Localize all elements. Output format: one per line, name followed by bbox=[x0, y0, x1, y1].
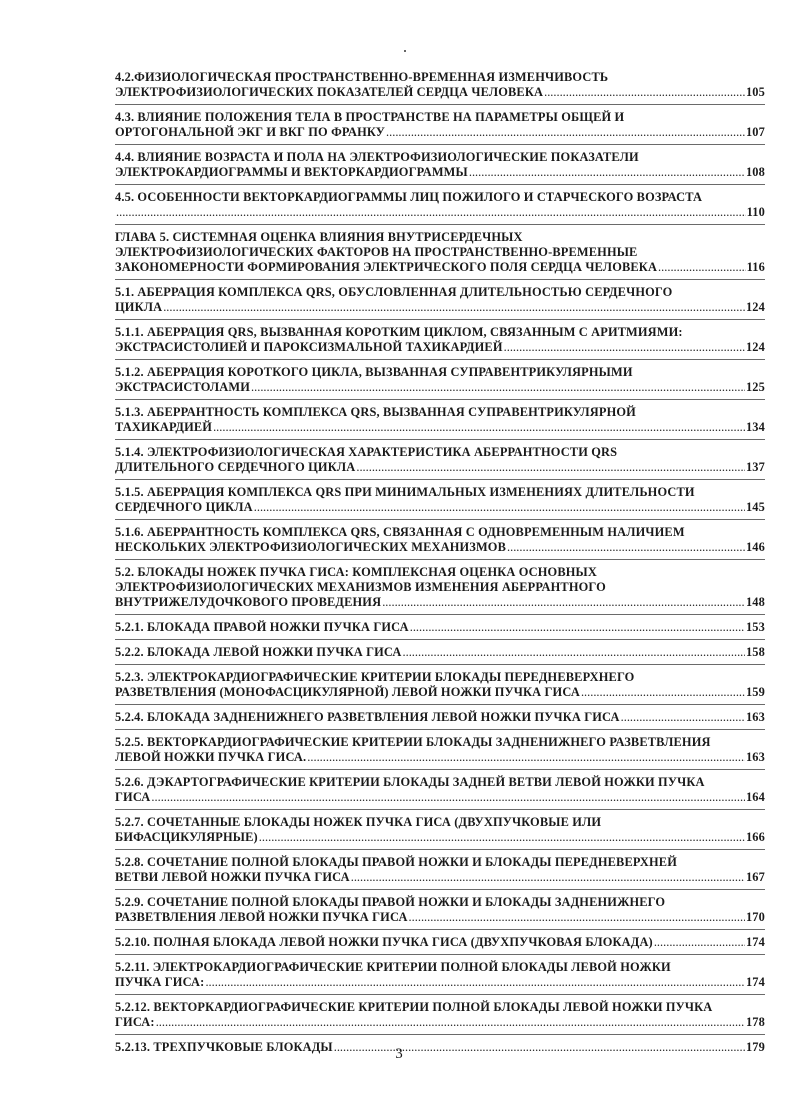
toc-entry-line bbox=[115, 260, 765, 275]
toc-entry-line bbox=[115, 85, 765, 100]
toc-entry-title-end: ТАХИКАРДИЕЙ bbox=[115, 420, 213, 434]
divider bbox=[115, 359, 765, 360]
toc-entry[interactable] bbox=[115, 285, 765, 315]
toc-entry-title: 5.2.9. СОЧЕТАНИЕ ПОЛНОЙ БЛОКАДЫ ПРАВОЙ НОЖКИ И БЛОКАДЫ ЗАДНЕНИЖНЕГО bbox=[115, 895, 666, 909]
toc-entry-title-end: ЛЕВОЙ НОЖКИ ПУЧКА ГИСА. bbox=[115, 750, 307, 764]
toc-entry-title: ГЛАВА 5. СИСТЕМНАЯ ОЦЕНКА ВЛИЯНИЯ ВНУТРИСЕРДЕЧНЫХ bbox=[115, 230, 523, 244]
toc-page-number: 179 bbox=[745, 1040, 765, 1054]
toc-entry-line bbox=[115, 750, 765, 765]
dot-leader bbox=[205, 975, 745, 990]
table-of-contents bbox=[115, 70, 765, 1055]
toc-entry-title: 4.3. ВЛИЯНИЕ ПОЛОЖЕНИЯ ТЕЛА В ПРОСТРАНСТВЕ НА ПАРАМЕТРЫ ОБЩЕЙ И bbox=[115, 110, 625, 124]
toc-entry[interactable] bbox=[115, 405, 765, 435]
toc-entry[interactable] bbox=[115, 735, 765, 765]
toc-entry-title-end: 5.2.4. БЛОКАДА ЗАДНЕНИЖНЕГО РАЗВЕТВЛЕНИЯ ЛЕВОЙ НОЖКИ ПУЧКА ГИСА bbox=[115, 710, 620, 724]
toc-page-number: 105 bbox=[745, 85, 765, 99]
toc-entry-title: 5.2.8. СОЧЕТАНИЕ ПОЛНОЙ БЛОКАДЫ ПРАВОЙ НОЖКИ И БЛОКАДЫ ПЕРЕДНЕВЕРХНЕЙ bbox=[115, 855, 678, 869]
toc-entry-title-end: 5.2.2. БЛОКАДА ЛЕВОЙ НОЖКИ ПУЧКА ГИСА bbox=[115, 645, 402, 659]
toc-page-number: 174 bbox=[745, 935, 765, 949]
divider bbox=[115, 729, 765, 730]
divider bbox=[115, 144, 765, 145]
toc-entry-title-end: ГИСА bbox=[115, 790, 151, 804]
divider bbox=[115, 614, 765, 615]
divider bbox=[115, 439, 765, 440]
toc-entry[interactable] bbox=[115, 150, 765, 180]
toc-page-number: 145 bbox=[745, 500, 765, 514]
toc-entry-title: ЭЛЕКТРОФИЗИОЛОГИЧЕСКИХ ФАКТОРОВ НА ПРОСТРАНСТВЕННО-ВРЕМЕННЫЕ bbox=[115, 245, 638, 259]
divider bbox=[115, 954, 765, 955]
toc-entry-title: 5.2.7. СОЧЕТАННЫЕ БЛОКАДЫ НОЖЕК ПУЧКА ГИСА (ДВУХПУЧКОВЫЕ ИЛИ bbox=[115, 815, 602, 829]
toc-entry[interactable] bbox=[115, 365, 765, 395]
dot-leader bbox=[507, 540, 745, 555]
toc-entry-title: 5.1.3. АБЕРРАНТНОСТЬ КОМПЛЕКСА QRS, ВЫЗВАННАЯ СУПРАВЕНТРИКУЛЯРНОЙ bbox=[115, 405, 636, 419]
divider bbox=[115, 559, 765, 560]
toc-entry-line bbox=[115, 790, 765, 805]
dot-leader bbox=[386, 125, 745, 140]
toc-page-number: 124 bbox=[745, 340, 765, 354]
scan-dot bbox=[404, 50, 406, 52]
dot-leader bbox=[351, 870, 745, 885]
divider bbox=[115, 664, 765, 665]
toc-entry[interactable] bbox=[115, 190, 765, 220]
toc-entry-title-end: ЗАКОНОМЕРНОСТИ ФОРМИРОВАНИЯ ЭЛЕКТРИЧЕСКОГО ПОЛЯ СЕРДЦА ЧЕЛОВЕКА bbox=[115, 260, 658, 274]
divider bbox=[115, 994, 765, 995]
toc-page-number: 137 bbox=[745, 460, 765, 474]
dot-leader bbox=[658, 260, 746, 275]
divider bbox=[115, 279, 765, 280]
divider bbox=[115, 479, 765, 480]
toc-entry-title-end: РАЗВЕТВЛЕНИЯ (МОНОФАСЦИКУЛЯРНОЙ) ЛЕВОЙ НОЖКИ ПУЧКА ГИСА bbox=[115, 685, 580, 699]
toc-entry-title-end: ЭЛЕКТРОФИЗИОЛОГИЧЕСКИХ ПОКАЗАТЕЛЕЙ СЕРДЦА ЧЕЛОВЕКА bbox=[115, 85, 544, 99]
toc-page-number: 153 bbox=[745, 620, 765, 634]
divider bbox=[115, 224, 765, 225]
toc-entry[interactable] bbox=[115, 1000, 765, 1030]
dot-leader bbox=[356, 460, 745, 475]
toc-entry-title-end: СЕРДЕЧНОГО ЦИКЛА bbox=[115, 500, 253, 514]
dot-leader bbox=[581, 685, 745, 700]
toc-entry-line bbox=[115, 830, 765, 845]
toc-entry-title-end: ЭЛЕКТРОКАРДИОГРАММЫ И ВЕКТОРКАРДИОГРАММЫ bbox=[115, 165, 468, 179]
toc-entry-title: 5.1.5. АБЕРРАЦИЯ КОМПЛЕКСА QRS ПРИ МИНИМАЛЬНЫХ ИЗМЕНЕНИЯХ ДЛИТЕЛЬНОСТИ bbox=[115, 485, 695, 499]
toc-entry-line bbox=[115, 340, 765, 355]
toc-entry-line bbox=[115, 125, 765, 140]
toc-entry-title: 5.2.6. ДЭКАРТОГРАФИЧЕСКИЕ КРИТЕРИИ БЛОКАДЫ ЗАДНЕЙ ВЕТВИ ЛЕВОЙ НОЖКИ ПУЧКА bbox=[115, 775, 705, 789]
toc-page-number: 178 bbox=[745, 1015, 765, 1029]
toc-entry-title: 5.1.4. ЭЛЕКТРОФИЗИОЛОГИЧЕСКАЯ ХАРАКТЕРИСТИКА АБЕРРАНТНОСТИ QRS bbox=[115, 445, 618, 459]
divider bbox=[115, 929, 765, 930]
toc-page-number: 124 bbox=[745, 300, 765, 314]
toc-entry-line bbox=[115, 205, 765, 220]
toc-entry-title: 5.2. БЛОКАДЫ НОЖЕК ПУЧКА ГИСА: КОМПЛЕКСНАЯ ОЦЕНКА ОСНОВНЫХ bbox=[115, 565, 597, 579]
toc-entry-title: 5.2.12. ВЕКТОРКАРДИОГРАФИЧЕСКИЕ КРИТЕРИИ ПОЛНОЙ БЛОКАДЫ ЛЕВОЙ НОЖКИ ПУЧКА bbox=[115, 1000, 713, 1014]
toc-entry-line bbox=[115, 910, 765, 925]
toc-entry-title: 4.2.ФИЗИОЛОГИЧЕСКАЯ ПРОСТРАНСТВЕННО-ВРЕМЕННАЯ ИЗМЕНЧИВОСТЬ bbox=[115, 70, 609, 84]
toc-page-number: 163 bbox=[745, 710, 765, 724]
toc-entry[interactable] bbox=[115, 620, 765, 635]
divider bbox=[115, 889, 765, 890]
toc-entry-line bbox=[115, 300, 765, 315]
toc-page-number: 174 bbox=[745, 975, 765, 989]
toc-entry-line bbox=[115, 620, 765, 635]
toc-entry-title: 5.1.2. АБЕРРАЦИЯ КОРОТКОГО ЦИКЛА, ВЫЗВАННАЯ СУПРАВЕНТРИКУЛЯРНЫМИ bbox=[115, 365, 633, 379]
toc-entry-line bbox=[115, 870, 765, 885]
dot-leader bbox=[156, 1015, 745, 1030]
dot-leader bbox=[259, 830, 745, 845]
toc-page-number: 163 bbox=[745, 750, 765, 764]
toc-entry-line bbox=[115, 500, 765, 515]
toc-entry[interactable] bbox=[115, 485, 765, 515]
toc-entry-line bbox=[115, 595, 765, 610]
toc-entry[interactable] bbox=[115, 445, 765, 475]
toc-entry-line bbox=[115, 710, 765, 725]
toc-page-number: 170 bbox=[745, 910, 765, 924]
dot-leader bbox=[654, 935, 745, 950]
dot-leader bbox=[504, 340, 745, 355]
toc-page-number: 107 bbox=[745, 125, 765, 139]
toc-entry-title: 5.1.6. АБЕРРАНТНОСТЬ КОМПЛЕКСА QRS, СВЯЗАННАЯ С ОДНОВРЕМЕННЫМ НАЛИЧИЕМ bbox=[115, 525, 685, 539]
toc-entry-title-end: ВНУТРИЖЕЛУДОЧКОВОГО ПРОВЕДЕНИЯ bbox=[115, 595, 382, 609]
toc-entry[interactable] bbox=[115, 565, 765, 610]
dot-leader bbox=[116, 205, 746, 220]
toc-entry-title-end: ВЕТВИ ЛЕВОЙ НОЖКИ ПУЧКА ГИСА bbox=[115, 870, 350, 884]
toc-entry[interactable] bbox=[115, 670, 765, 700]
toc-entry[interactable] bbox=[115, 525, 765, 555]
toc-entry[interactable] bbox=[115, 710, 765, 725]
dot-leader bbox=[410, 620, 745, 635]
toc-entry-title-end: ЦИКЛА bbox=[115, 300, 163, 314]
divider bbox=[115, 399, 765, 400]
toc-entry-line bbox=[115, 460, 765, 475]
toc-page-number: 110 bbox=[746, 205, 765, 219]
toc-entry-title: 5.1. АБЕРРАЦИЯ КОМПЛЕКСА QRS, ОБУСЛОВЛЕННАЯ ДЛИТЕЛЬНОСТЬЮ СЕРДЕЧНОГО bbox=[115, 285, 673, 299]
divider bbox=[115, 809, 765, 810]
toc-entry-line bbox=[115, 685, 765, 700]
divider bbox=[115, 319, 765, 320]
toc-entry[interactable] bbox=[115, 70, 765, 100]
dot-leader bbox=[469, 165, 745, 180]
toc-entry-line bbox=[115, 975, 765, 990]
dot-leader bbox=[403, 645, 745, 660]
toc-entry-title: 5.2.3. ЭЛЕКТРОКАРДИОГРАФИЧЕСКИЕ КРИТЕРИИ БЛОКАДЫ ПЕРЕДНЕВЕРХНЕГО bbox=[115, 670, 635, 684]
dot-leader bbox=[213, 420, 745, 435]
toc-entry-line bbox=[115, 540, 765, 555]
dot-leader bbox=[544, 85, 745, 100]
toc-page-number: 167 bbox=[745, 870, 765, 884]
toc-entry-title: ЭЛЕКТРОФИЗИОЛОГИЧЕСКИХ МЕХАНИЗМОВ ИЗМЕНЕНИЯ АБЕРРАНТНОГО bbox=[115, 580, 606, 594]
toc-entry-line bbox=[115, 645, 765, 660]
toc-entry-title-end: ОРТОГОНАЛЬНОЙ ЭКГ И ВКГ ПО ФРАНКУ bbox=[115, 125, 386, 139]
divider bbox=[115, 1034, 765, 1035]
toc-entry-title-end: НЕСКОЛЬКИХ ЭЛЕКТРОФИЗИОЛОГИЧЕСКИХ МЕХАНИЗМОВ bbox=[115, 540, 507, 554]
toc-entry-title-end: ДЛИТЕЛЬНОГО СЕРДЕЧНОГО ЦИКЛА bbox=[115, 460, 356, 474]
dot-leader bbox=[382, 595, 745, 610]
divider bbox=[115, 704, 765, 705]
divider bbox=[115, 104, 765, 105]
page-number: 3 bbox=[395, 1046, 403, 1062]
toc-entry-title-end: 5.2.1. БЛОКАДА ПРАВОЙ НОЖКИ ПУЧКА ГИСА bbox=[115, 620, 409, 634]
dot-leader bbox=[307, 750, 745, 765]
toc-entry-title-end: ГИСА: bbox=[115, 1015, 155, 1029]
toc-entry-title-end: ЭКСТРАСИСТОЛАМИ bbox=[115, 380, 251, 394]
toc-entry[interactable] bbox=[115, 645, 765, 660]
toc-page-number: 148 bbox=[745, 595, 765, 609]
divider bbox=[115, 184, 765, 185]
toc-entry-line bbox=[115, 165, 765, 180]
toc-page-number: 166 bbox=[745, 830, 765, 844]
toc-entry-title-end: 5.2.10. ПОЛНАЯ БЛОКАДА ЛЕВОЙ НОЖКИ ПУЧКА ГИСА (ДВУХПУЧКОВАЯ БЛОКАДА) bbox=[115, 935, 653, 949]
toc-entry-title-end: ЭКСТРАСИСТОЛИЕЙ И ПАРОКСИЗМАЛЬНОЙ ТАХИКАРДИЕЙ bbox=[115, 340, 503, 354]
toc-entry-title: 5.2.5. ВЕКТОРКАРДИОГРАФИЧЕСКИЕ КРИТЕРИИ БЛОКАДЫ ЗАДНЕНИЖНЕГО РАЗВЕТВЛЕНИЯ bbox=[115, 735, 711, 749]
toc-entry-title-end: 5.2.13. ТРЕХПУЧКОВЫЕ БЛОКАДЫ bbox=[115, 1040, 333, 1054]
toc-page-number: 134 bbox=[745, 420, 765, 434]
toc-entry[interactable] bbox=[115, 110, 765, 140]
dot-leader bbox=[251, 380, 745, 395]
divider bbox=[115, 639, 765, 640]
dot-leader bbox=[151, 790, 745, 805]
toc-page-number: 146 bbox=[745, 540, 765, 554]
toc-entry-line bbox=[115, 1015, 765, 1030]
toc-entry-title-end: ПУЧКА ГИСА: bbox=[115, 975, 205, 989]
toc-page-number: 108 bbox=[745, 165, 765, 179]
toc-entry[interactable] bbox=[115, 960, 765, 990]
toc-entry[interactable] bbox=[115, 325, 765, 355]
toc-page-number: 158 bbox=[745, 645, 765, 659]
toc-entry[interactable] bbox=[115, 815, 765, 845]
divider bbox=[115, 849, 765, 850]
dot-leader bbox=[163, 300, 745, 315]
toc-entry-title: 4.5. ОСОБЕННОСТИ ВЕКТОРКАРДИОГРАММЫ ЛИЦ ПОЖИЛОГО И СТАРЧЕСКОГО ВОЗРАСТА bbox=[115, 190, 703, 204]
toc-entry-line bbox=[115, 420, 765, 435]
toc-page-number: 125 bbox=[745, 380, 765, 394]
toc-entry-title: 4.4. ВЛИЯНИЕ ВОЗРАСТА И ПОЛА НА ЭЛЕКТРОФИЗИОЛОГИЧЕСКИЕ ПОКАЗАТЕЛИ bbox=[115, 150, 639, 164]
toc-entry[interactable] bbox=[115, 895, 765, 925]
divider bbox=[115, 769, 765, 770]
toc-page-number: 164 bbox=[745, 790, 765, 804]
toc-entry[interactable] bbox=[115, 775, 765, 805]
toc-entry[interactable] bbox=[115, 230, 765, 275]
toc-page-number: 159 bbox=[745, 685, 765, 699]
toc-page-number: 116 bbox=[746, 260, 765, 274]
toc-entry-title: 5.2.11. ЭЛЕКТРОКАРДИОГРАФИЧЕСКИЕ КРИТЕРИИ ПОЛНОЙ БЛОКАДЫ ЛЕВОЙ НОЖКИ bbox=[115, 960, 671, 974]
toc-entry-line bbox=[115, 380, 765, 395]
toc-entry[interactable] bbox=[115, 935, 765, 950]
toc-entry-title-end: БИФАСЦИКУЛЯРНЫЕ) bbox=[115, 830, 258, 844]
toc-entry[interactable] bbox=[115, 855, 765, 885]
dot-leader bbox=[621, 710, 745, 725]
toc-entry-title: 5.1.1. АБЕРРАЦИЯ QRS, ВЫЗВАННАЯ КОРОТКИМ ЦИКЛОМ, СВЯЗАННЫМ С АРИТМИЯМИ: bbox=[115, 325, 683, 339]
toc-entry-title-end: РАЗВЕТВЛЕНИЯ ЛЕВОЙ НОЖКИ ПУЧКА ГИСА bbox=[115, 910, 408, 924]
dot-leader bbox=[254, 500, 745, 515]
toc-entry-line bbox=[115, 935, 765, 950]
dot-leader bbox=[409, 910, 745, 925]
divider bbox=[115, 519, 765, 520]
